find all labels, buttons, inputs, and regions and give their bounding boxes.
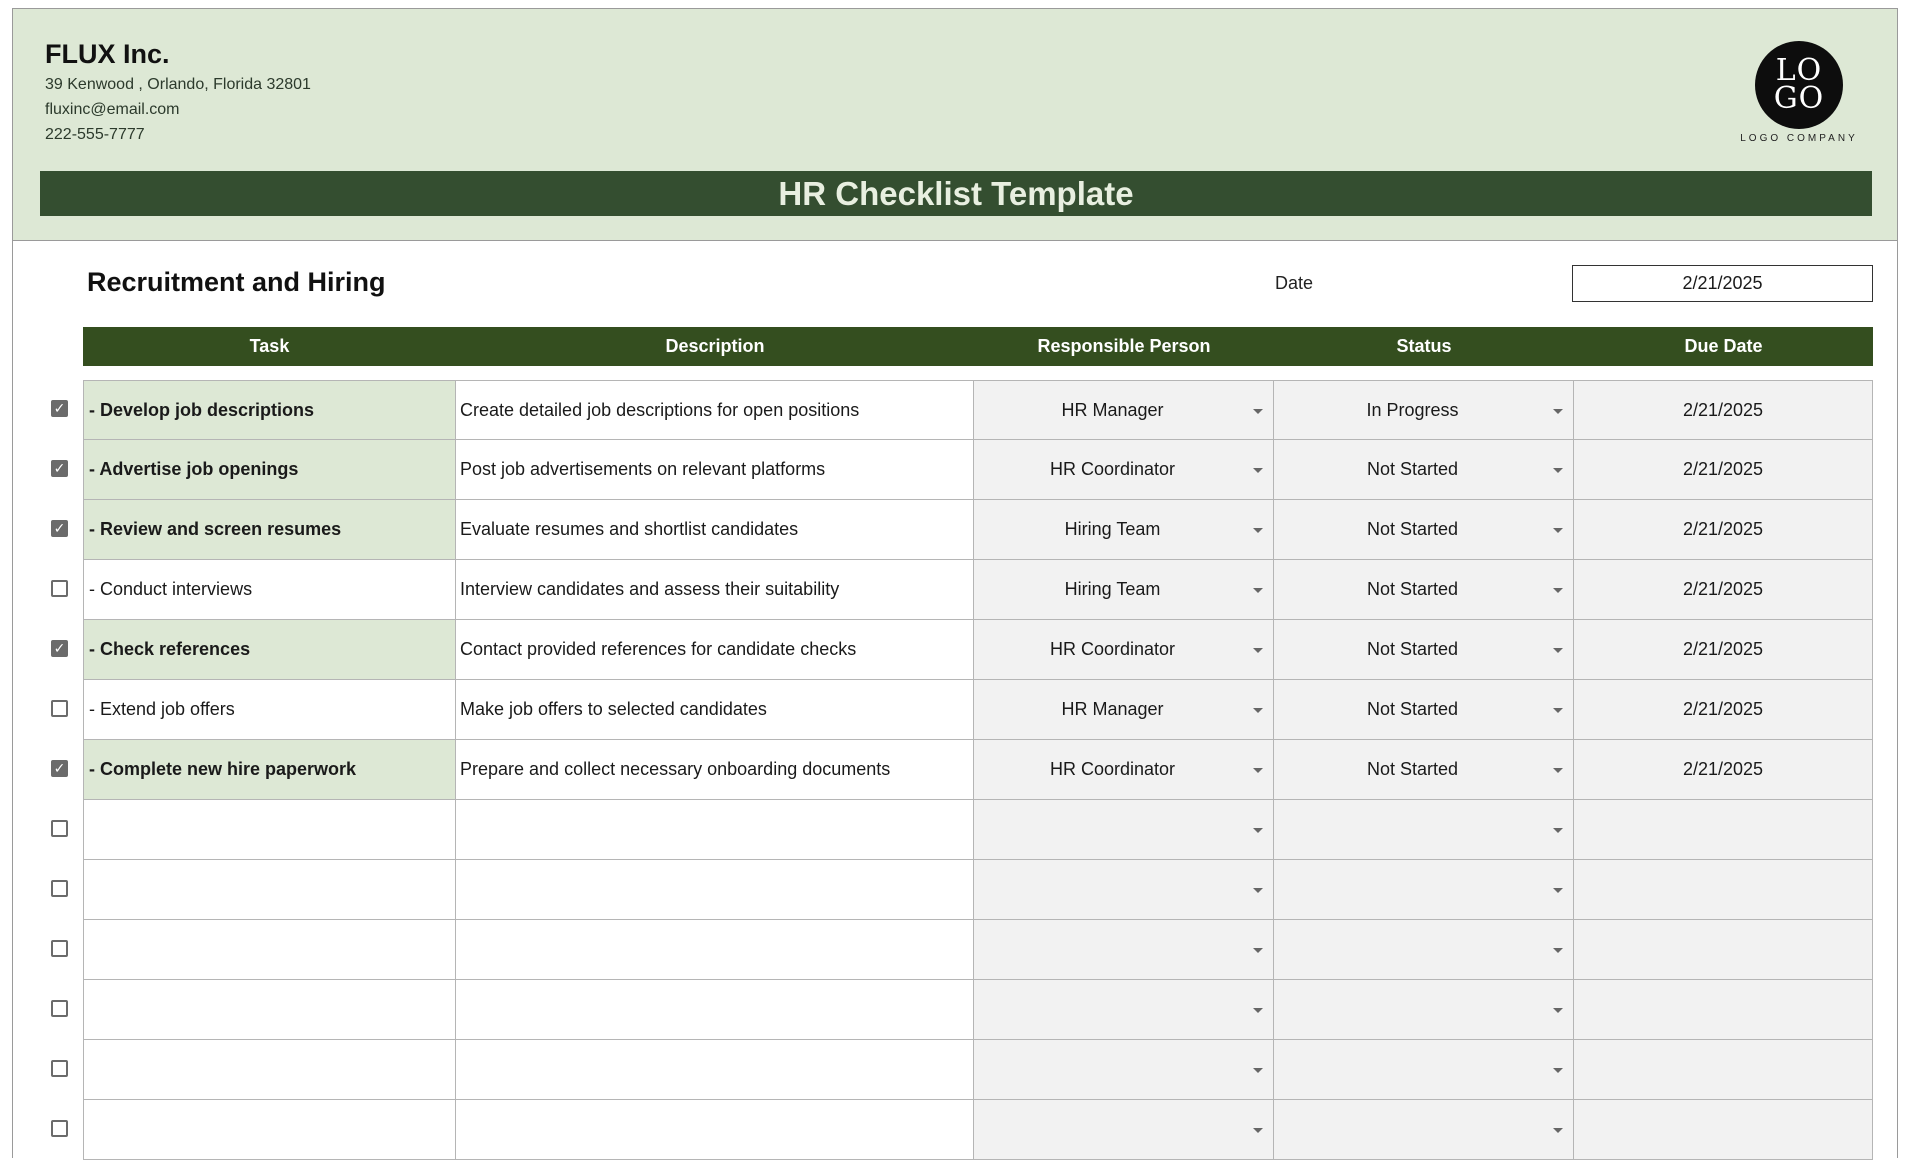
header-band xyxy=(13,9,1897,241)
row-checkbox[interactable] xyxy=(51,820,68,837)
status-dropdown[interactable] xyxy=(1274,920,1574,980)
company-logo xyxy=(1755,41,1843,129)
status-dropdown[interactable] xyxy=(1274,500,1574,560)
due-date-cell[interactable]: 2/21/2025 xyxy=(1574,680,1873,740)
dropdown-caret-icon[interactable] xyxy=(1553,768,1563,773)
status-value: Not Started xyxy=(1366,579,1459,599)
dropdown-caret-icon[interactable] xyxy=(1553,1128,1563,1133)
status-dropdown[interactable] xyxy=(1274,980,1574,1040)
due-date-cell[interactable]: 2/21/2025 xyxy=(1574,620,1873,680)
column-header-description: Description xyxy=(665,336,765,356)
table-row xyxy=(13,980,1897,1040)
status-value: Not Started xyxy=(1366,759,1459,779)
dropdown-caret-icon[interactable] xyxy=(1253,708,1263,713)
logo-text-line2: GO xyxy=(1773,81,1825,116)
task-cell[interactable] xyxy=(83,920,456,980)
due-date-cell[interactable] xyxy=(1574,980,1873,1040)
column-header-responsible: Responsible Person xyxy=(1037,336,1211,356)
row-checkbox[interactable]: ✓ xyxy=(51,640,68,657)
dropdown-caret-icon[interactable] xyxy=(1553,888,1563,893)
dropdown-caret-icon[interactable] xyxy=(1253,948,1263,953)
column-header-due-date: Due Date xyxy=(1684,336,1763,356)
status-value: Not Started xyxy=(1366,699,1459,719)
task-cell[interactable] xyxy=(83,980,456,1040)
responsible-person-dropdown[interactable] xyxy=(974,560,1274,620)
status-dropdown[interactable] xyxy=(1274,560,1574,620)
row-checkbox[interactable] xyxy=(51,880,68,897)
column-header-task: Task xyxy=(249,336,290,356)
dropdown-caret-icon[interactable] xyxy=(1253,1128,1263,1133)
row-checkbox[interactable]: ✓ xyxy=(51,460,68,477)
table-row xyxy=(13,860,1897,920)
table-row xyxy=(13,680,1897,740)
logo-caption: LOGO COMPANY xyxy=(1740,133,1858,144)
dropdown-caret-icon[interactable] xyxy=(1553,409,1563,414)
dropdown-caret-icon[interactable] xyxy=(1253,528,1263,533)
due-date-cell[interactable] xyxy=(1574,920,1873,980)
dropdown-caret-icon[interactable] xyxy=(1553,948,1563,953)
date-input[interactable]: 2/21/2025 xyxy=(1572,265,1873,302)
company-phone: 222-555-7777 xyxy=(45,126,145,143)
description-cell[interactable] xyxy=(456,860,974,920)
description-cell[interactable]: Prepare and collect necessary onboarding documents xyxy=(456,740,974,800)
table-row xyxy=(13,1040,1897,1100)
status-value: In Progress xyxy=(1366,400,1459,420)
responsible-person-dropdown[interactable] xyxy=(974,680,1274,740)
task-cell[interactable]: - Advertise job openings xyxy=(83,440,456,500)
row-checkbox[interactable] xyxy=(51,940,68,957)
description-cell[interactable]: Interview candidates and assess their suitability xyxy=(456,560,974,620)
due-date-cell[interactable]: 2/21/2025 xyxy=(1574,380,1873,440)
dropdown-caret-icon[interactable] xyxy=(1553,588,1563,593)
company-name: FLUX Inc. xyxy=(45,39,170,69)
due-date-cell[interactable]: 2/21/2025 xyxy=(1574,440,1873,500)
dropdown-caret-icon[interactable] xyxy=(1553,1068,1563,1073)
dropdown-caret-icon[interactable] xyxy=(1253,888,1263,893)
dropdown-caret-icon[interactable] xyxy=(1553,708,1563,713)
table-row xyxy=(13,920,1897,980)
responsible-person-value: Hiring Team xyxy=(1064,519,1161,539)
task-cell[interactable] xyxy=(83,860,456,920)
table-row xyxy=(13,800,1897,860)
task-cell[interactable] xyxy=(83,800,456,860)
description-cell[interactable] xyxy=(456,980,974,1040)
task-cell[interactable] xyxy=(83,1040,456,1100)
responsible-person-dropdown[interactable] xyxy=(974,1040,1274,1100)
task-cell[interactable]: - Review and screen resumes xyxy=(83,500,456,560)
due-date-cell[interactable] xyxy=(1574,1100,1873,1160)
description-cell[interactable]: Make job offers to selected candidates xyxy=(456,680,974,740)
status-value: Not Started xyxy=(1366,519,1459,539)
task-cell[interactable]: - Conduct interviews xyxy=(83,560,456,620)
responsible-person-value: HR Manager xyxy=(1061,400,1164,420)
dropdown-caret-icon[interactable] xyxy=(1553,648,1563,653)
task-cell[interactable] xyxy=(83,1100,456,1160)
description-cell[interactable]: Evaluate resumes and shortlist candidates xyxy=(456,500,974,560)
status-dropdown[interactable] xyxy=(1274,380,1574,440)
row-checkbox[interactable]: ✓ xyxy=(51,760,68,777)
dropdown-caret-icon[interactable] xyxy=(1253,409,1263,414)
dropdown-caret-icon[interactable] xyxy=(1553,828,1563,833)
responsible-person-dropdown[interactable] xyxy=(974,380,1274,440)
task-cell[interactable]: - Complete new hire paperwork xyxy=(83,740,456,800)
table-row xyxy=(13,440,1897,500)
responsible-person-dropdown[interactable] xyxy=(974,500,1274,560)
responsible-person-value: HR Coordinator xyxy=(1049,639,1176,659)
company-address: 39 Kenwood , Orlando, Florida 32801 xyxy=(45,76,311,93)
table-row xyxy=(13,500,1897,560)
row-checkbox[interactable] xyxy=(51,1000,68,1017)
row-checkbox[interactable] xyxy=(51,580,68,597)
status-dropdown[interactable] xyxy=(1274,860,1574,920)
responsible-person-dropdown[interactable] xyxy=(974,1100,1274,1160)
table-header xyxy=(83,327,1873,366)
page-title: HR Checklist Template xyxy=(40,171,1872,216)
responsible-person-dropdown[interactable] xyxy=(974,860,1274,920)
logo-text-line1: LO xyxy=(1775,53,1823,88)
row-checkbox[interactable] xyxy=(51,1120,68,1137)
status-dropdown[interactable] xyxy=(1274,1100,1574,1160)
date-label: Date xyxy=(1275,273,1314,293)
due-date-cell[interactable]: 2/21/2025 xyxy=(1574,500,1873,560)
status-dropdown[interactable] xyxy=(1274,740,1574,800)
company-email: fluxinc@email.com xyxy=(45,101,180,118)
description-cell[interactable] xyxy=(456,800,974,860)
due-date-cell[interactable] xyxy=(1574,800,1873,860)
responsible-person-value: HR Coordinator xyxy=(1049,459,1176,479)
dropdown-caret-icon[interactable] xyxy=(1253,1068,1263,1073)
status-dropdown[interactable] xyxy=(1274,680,1574,740)
dropdown-caret-icon[interactable] xyxy=(1553,528,1563,533)
status-value: Not Started xyxy=(1366,639,1459,659)
responsible-person-value: HR Manager xyxy=(1061,699,1164,719)
responsible-person-value: Hiring Team xyxy=(1064,579,1161,599)
description-cell[interactable] xyxy=(456,920,974,980)
row-checkbox[interactable] xyxy=(51,1060,68,1077)
due-date-cell[interactable] xyxy=(1574,1040,1873,1100)
description-cell[interactable]: Post job advertisements on relevant platforms xyxy=(456,440,974,500)
status-dropdown[interactable] xyxy=(1274,800,1574,860)
row-checkbox[interactable]: ✓ xyxy=(51,520,68,537)
dropdown-caret-icon[interactable] xyxy=(1553,468,1563,473)
dropdown-caret-icon[interactable] xyxy=(1253,1008,1263,1013)
due-date-cell[interactable]: 2/21/2025 xyxy=(1574,740,1873,800)
responsible-person-dropdown[interactable] xyxy=(974,800,1274,860)
status-dropdown[interactable] xyxy=(1274,1040,1574,1100)
description-cell[interactable] xyxy=(456,1040,974,1100)
due-date-cell[interactable] xyxy=(1574,860,1873,920)
status-dropdown[interactable] xyxy=(1274,620,1574,680)
description-cell[interactable] xyxy=(456,1100,974,1160)
responsible-person-dropdown[interactable] xyxy=(974,740,1274,800)
due-date-cell[interactable]: 2/21/2025 xyxy=(1574,560,1873,620)
task-cell[interactable]: - Check references xyxy=(83,620,456,680)
responsible-person-dropdown[interactable] xyxy=(974,620,1274,680)
table-row xyxy=(13,1100,1897,1160)
table-row xyxy=(13,620,1897,680)
responsible-person-value: HR Coordinator xyxy=(1049,759,1176,779)
responsible-person-dropdown[interactable] xyxy=(974,980,1274,1040)
status-value: Not Started xyxy=(1366,459,1459,479)
task-cell[interactable]: - Extend job offers xyxy=(83,680,456,740)
task-cell[interactable]: - Develop job descriptions xyxy=(83,380,456,440)
responsible-person-dropdown[interactable] xyxy=(974,440,1274,500)
description-cell[interactable]: Contact provided references for candidate checks xyxy=(456,620,974,680)
row-checkbox[interactable]: ✓ xyxy=(51,400,68,417)
spreadsheet-sheet xyxy=(12,8,1898,1158)
column-header-status: Status xyxy=(1396,336,1452,356)
dropdown-caret-icon[interactable] xyxy=(1253,648,1263,653)
dropdown-caret-icon[interactable] xyxy=(1253,588,1263,593)
dropdown-caret-icon[interactable] xyxy=(1253,828,1263,833)
table-row xyxy=(13,380,1897,440)
responsible-person-dropdown[interactable] xyxy=(974,920,1274,980)
dropdown-caret-icon[interactable] xyxy=(1253,468,1263,473)
status-dropdown[interactable] xyxy=(1274,440,1574,500)
section-title: Recruitment and Hiring xyxy=(87,267,386,297)
dropdown-caret-icon[interactable] xyxy=(1253,768,1263,773)
dropdown-caret-icon[interactable] xyxy=(1553,1008,1563,1013)
description-cell[interactable]: Create detailed job descriptions for open positions xyxy=(456,380,974,440)
row-checkbox[interactable] xyxy=(51,700,68,717)
table-row xyxy=(13,740,1897,800)
table-row xyxy=(13,560,1897,620)
